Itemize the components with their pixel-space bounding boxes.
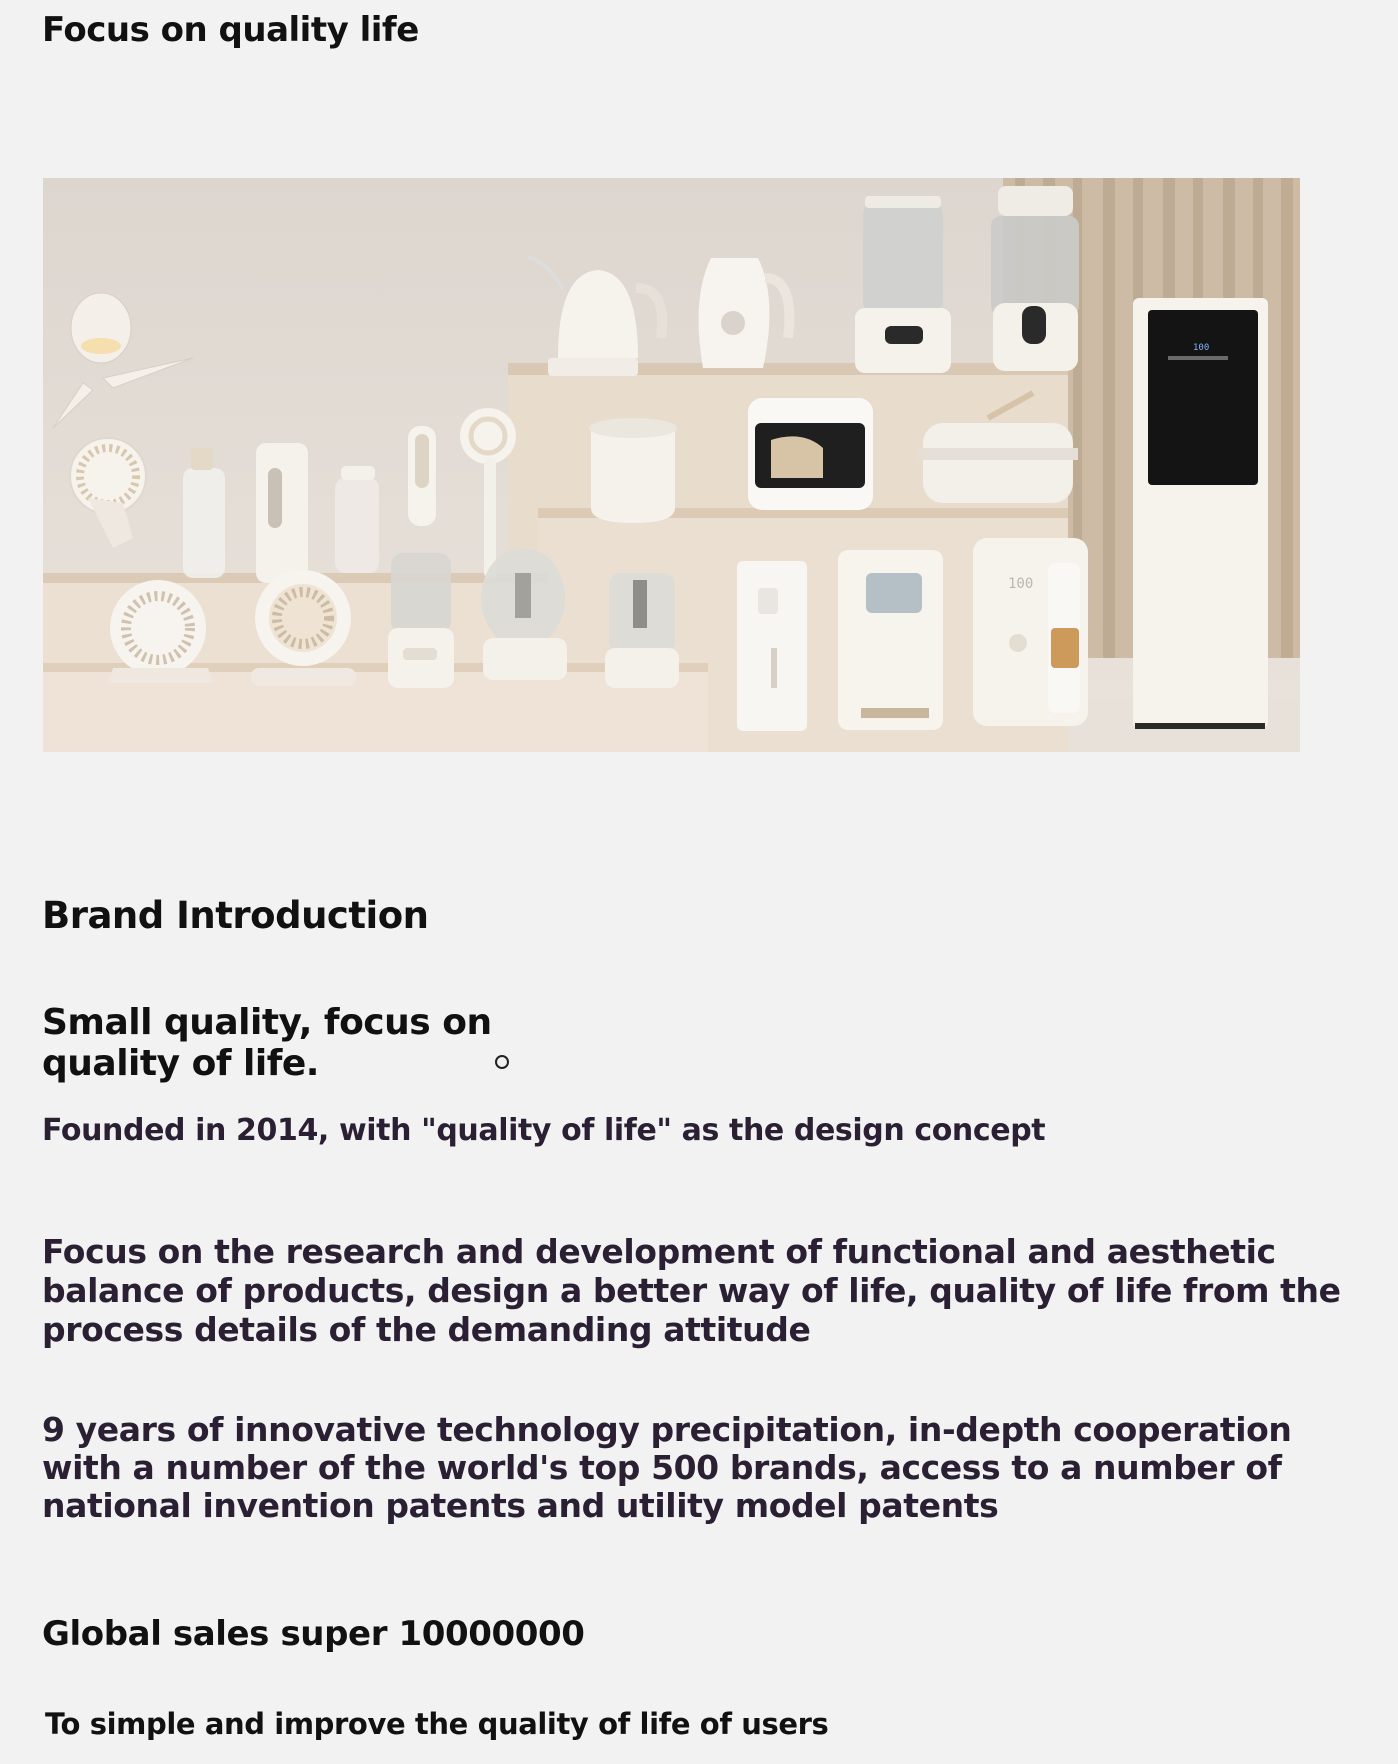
mission-text: To simple and improve the quality of life of users — [45, 1707, 829, 1741]
brand-introduction-heading: Brand Introduction — [42, 894, 429, 937]
founded-text: Founded in 2014, with "quality of life" as the design concept — [42, 1113, 1046, 1148]
svg-text:100: 100 — [1193, 343, 1210, 353]
slogan-line-1: Small quality, focus on — [42, 1002, 492, 1043]
svg-text:100: 100 — [1008, 576, 1034, 592]
focus-paragraph: Focus on the research and development of functional and aesthetic balance of products, design a better way of life, quality of life from the process details of the demanding attitude — [42, 1232, 1341, 1349]
circle-marker-icon — [495, 1055, 509, 1069]
brand-slogan — [42, 1002, 492, 1084]
innovation-paragraph: 9 years of innovative technology precipitation, in-depth cooperation with a number of the world's top 500 brands, access to a number of national invention patents and utility model patents — [42, 1410, 1292, 1525]
page-title: Focus on quality life — [42, 10, 419, 50]
product-photo — [43, 178, 1300, 752]
slogan-line-2: quality of life. — [42, 1043, 319, 1084]
global-sales-text: Global sales super 10000000 — [42, 1614, 585, 1654]
